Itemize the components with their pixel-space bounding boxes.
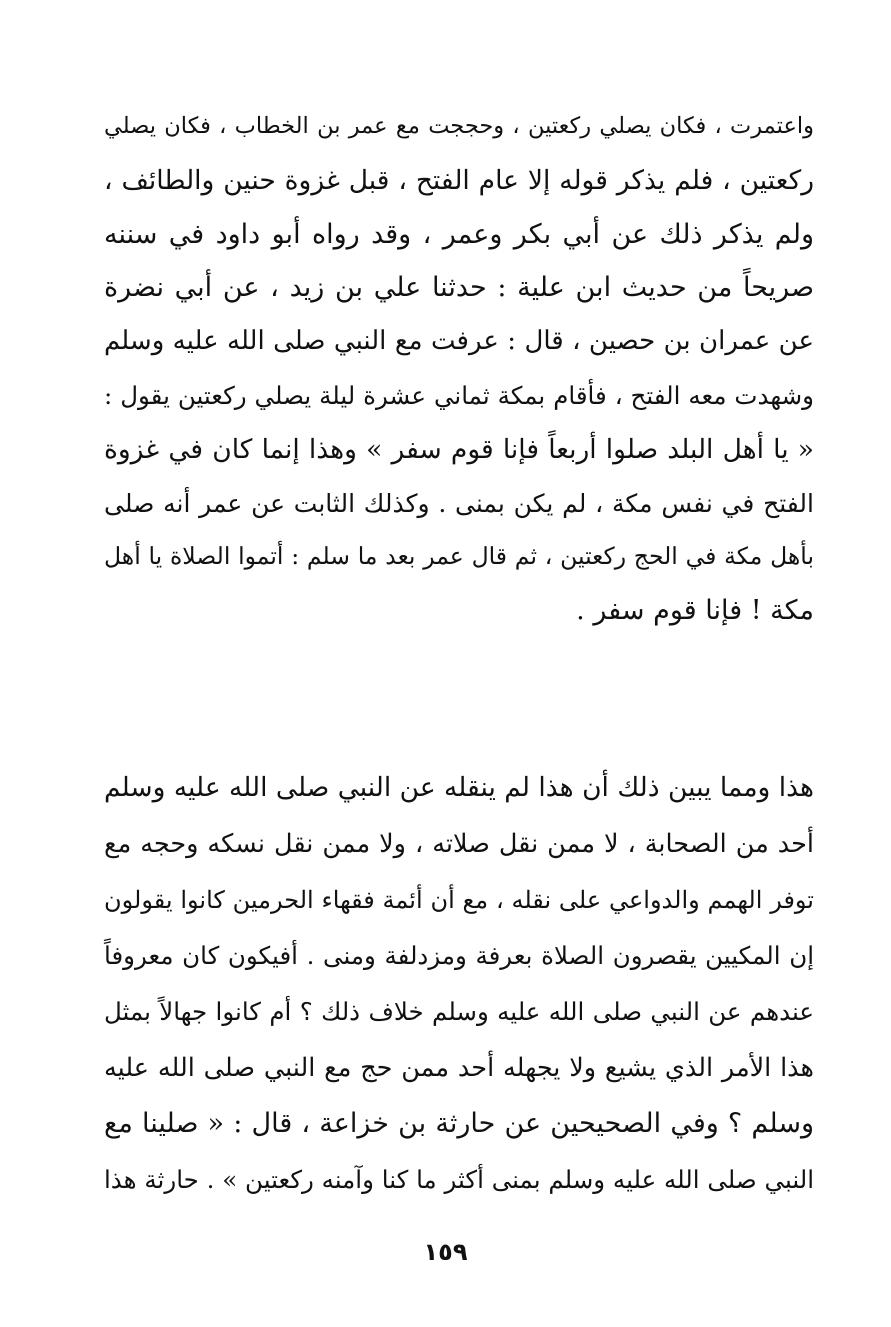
- text-line: بأهل مكة في الحج ركعتين ، ثم قال عمر بعد ما سلم : أتموا الصلاة يا أهل: [104, 542, 814, 571]
- text-line: وسلم ؟ وفي الصحيحين عن حارثة بن خزاعة ، قال : « صلينا مع: [104, 1108, 815, 1139]
- text-line: ولم يذكر ذلك عن أبي بكر وعمر ، وقد رواه أبو داود في سننه: [104, 218, 814, 250]
- text-line: وشهدت معه الفتح ، فأقام بمكة ثماني عشرة ليلة يصلي ركعتين يقول :: [104, 380, 814, 410]
- text-line: ركعتين ، فلم يذكر قوله إلا عام الفتح ، قبل غزوة حنين والطائف ،: [104, 164, 814, 196]
- text-line: هذا الأمر الذي يشيع ولا يجهله أحد ممن حج مع النبي صلى الله عليه: [104, 1053, 814, 1083]
- text-line: هذا ومما يبين ذلك أن هذا لم ينقله عن النبي صلى الله عليه وسلم: [104, 772, 814, 803]
- text-line: عندهم عن النبي صلى الله عليه وسلم خلاف ذلك ؟ أم كانوا جهالاً بمثل: [104, 997, 814, 1026]
- text-line: « يا أهل البلد صلوا أربعاً فإنا قوم سفر » وهذا إنما كان في غزوة: [104, 433, 814, 465]
- text-line: الفتح في نفس مكة ، لم يكن بمنى . وكذلك الثابت عن عمر أنه صلى: [104, 488, 814, 518]
- text-line: أحد من الصحابة ، لا ممن نقل صلاته ، ولا ممن نقل نسكه وحجه مع: [104, 829, 814, 859]
- text-line: عن عمران بن حصين ، قال : عرفت مع النبي صلى الله عليه وسلم: [104, 326, 814, 357]
- paragraph-1: [104, 100, 814, 638]
- text-line: واعتمرت ، فكان يصلي ركعتين ، وحججت مع عمر بن الخطاب ، فكان يصلي: [104, 113, 814, 139]
- text-line: مكة ! فإنا قوم سفر .: [576, 595, 814, 627]
- paragraph-2: [104, 760, 814, 1208]
- text-line: النبي صلى الله عليه وسلم بمنى أكثر ما كنا وآمنه ركعتين » . حارثة هذا: [104, 1165, 814, 1194]
- text-line: إن المكيين يقصرون الصلاة بعرفة ومزدلفة ومنى . أفيكون كان معروفاً: [104, 941, 814, 970]
- page-number: ١٥٩: [423, 1238, 468, 1266]
- text-line: توفر الهمم والدواعي على نقله ، مع أن أئمة فقهاء الحرمين كانوا يقولون: [104, 886, 814, 914]
- text-line: صريحاً من حديث ابن علية : حدثنا علي بن زيد ، عن أبي نضرة: [104, 272, 814, 304]
